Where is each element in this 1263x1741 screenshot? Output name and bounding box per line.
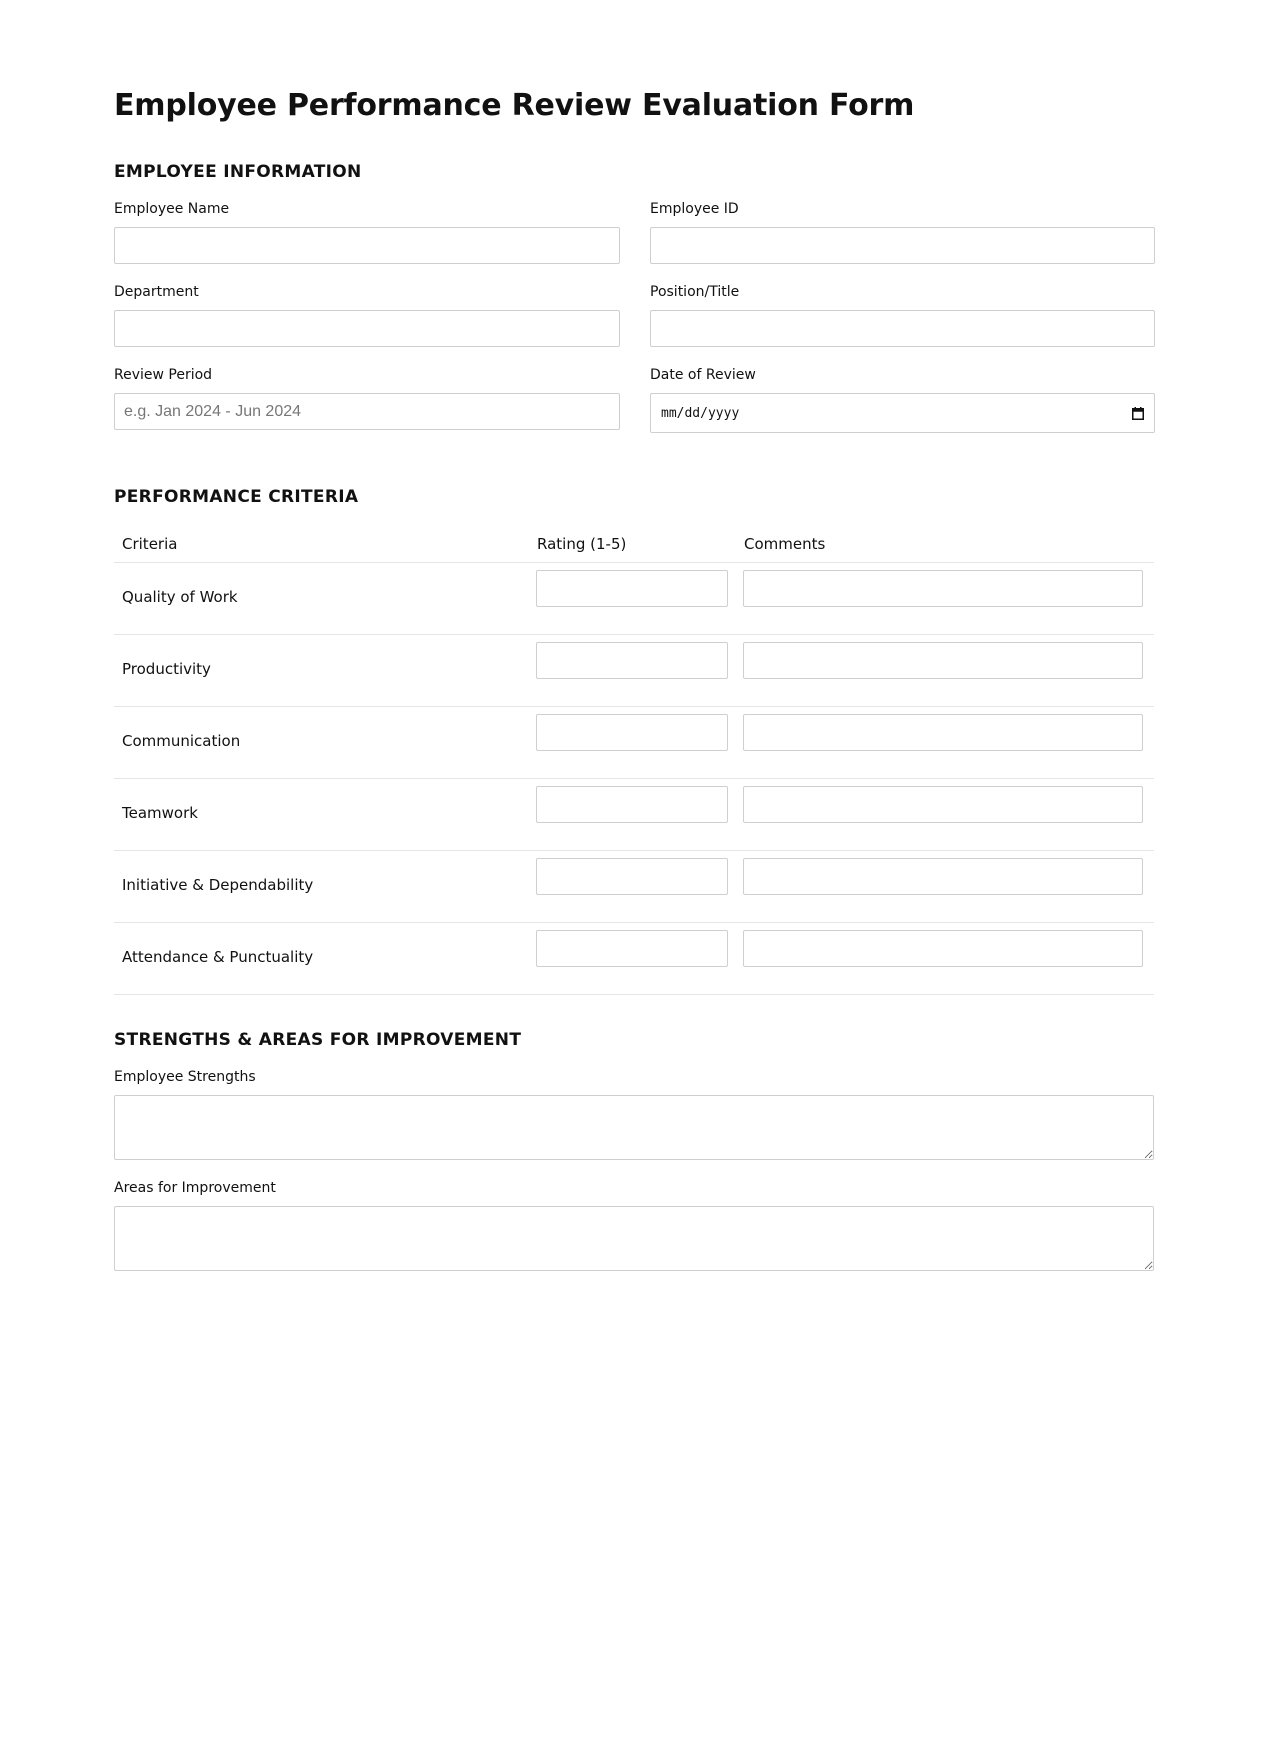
rating-input[interactable] [536,786,728,823]
performance-criteria-heading: PERFORMANCE CRITERIA [114,487,359,507]
criteria-table-header [114,532,1154,563]
criteria-label: Communication [122,732,241,750]
rating-input[interactable] [536,570,728,607]
comments-input[interactable] [743,642,1143,679]
column-header-comments: Comments [744,535,826,553]
criteria-label: Initiative & Dependability [122,876,314,894]
comments-input[interactable] [743,786,1143,823]
date-placeholder: mm/dd/yyyy [661,405,740,421]
table-row [114,706,1154,779]
employee-id-label: Employee ID [650,201,739,217]
review-period-label: Review Period [114,367,213,383]
comments-input[interactable] [743,714,1143,751]
areas-for-improvement-label: Areas for Improvement [114,1180,276,1196]
rating-input[interactable] [536,930,728,967]
employee-id-input[interactable] [650,227,1155,264]
employee-strengths-textarea[interactable] [114,1095,1154,1160]
table-row [114,850,1154,923]
table-row [114,634,1154,707]
position-title-input[interactable] [650,310,1155,347]
table-row [114,778,1154,851]
calendar-icon[interactable] [1132,407,1144,420]
employee-name-input[interactable] [114,227,620,264]
criteria-label: Attendance & Punctuality [122,948,314,966]
table-row [114,562,1154,635]
criteria-label: Quality of Work [122,588,238,606]
criteria-label: Teamwork [122,804,198,822]
table-row [114,922,1154,995]
employee-strengths-label: Employee Strengths [114,1069,256,1085]
department-input[interactable] [114,310,620,347]
areas-for-improvement-textarea[interactable] [114,1206,1154,1271]
employee-information-heading: EMPLOYEE INFORMATION [114,162,362,182]
criteria-label: Productivity [122,660,211,678]
review-period-input[interactable] [114,393,620,430]
department-label: Department [114,284,199,300]
rating-input[interactable] [536,642,728,679]
comments-input[interactable] [743,930,1143,967]
column-header-rating: Rating (1-5) [537,535,627,553]
rating-input[interactable] [536,714,728,751]
position-title-label: Position/Title [650,284,740,300]
column-header-criteria: Criteria [122,535,178,553]
rating-input[interactable] [536,858,728,895]
date-of-review-label: Date of Review [650,367,756,383]
strengths-improvement-heading: STRENGTHS & AREAS FOR IMPROVEMENT [114,1030,522,1050]
date-of-review-input[interactable] [650,393,1155,433]
employee-name-label: Employee Name [114,201,230,217]
comments-input[interactable] [743,858,1143,895]
comments-input[interactable] [743,570,1143,607]
form-title: Employee Performance Review Evaluation Form [114,88,915,123]
